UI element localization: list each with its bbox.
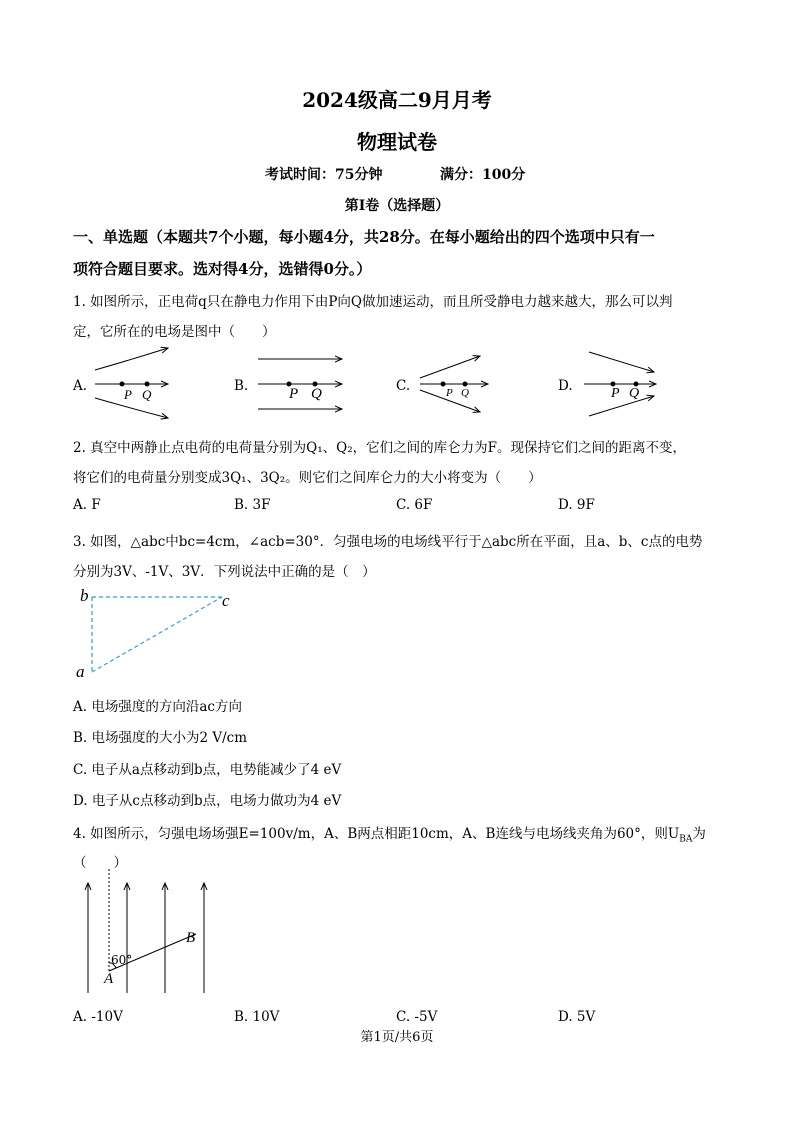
- q1-a-label-p: P: [124, 387, 132, 402]
- q2-option-c: C. 6F: [396, 497, 433, 513]
- subject-title: 物理试卷: [357, 130, 437, 154]
- q3-option-c: C. 电子从a点移动到b点，电势能减少了4 eV: [73, 762, 342, 778]
- volume-title: 第I卷（选择题）: [344, 198, 450, 214]
- q1-d-label-q: Q: [629, 386, 640, 401]
- q4-angle-label: 60°: [111, 953, 133, 967]
- q4-stem-line2: （ ）: [73, 855, 127, 871]
- page-footer: 第1页/共6页: [360, 1030, 434, 1045]
- q4-label-a: A: [104, 971, 114, 987]
- q3-stem-line2: 分别为3V、-1V、3V．下列说法中正确的是（ ）: [73, 564, 376, 580]
- q2-option-d: D. 9F: [558, 497, 595, 513]
- q2-stem-line1: 2. 真空中两静止点电荷的电荷量分别为Q₁、Q₂，它们之间的库仑力为F。现保持它们之间的距离不变，: [73, 440, 686, 456]
- q1-c-label-p: P: [446, 387, 453, 399]
- q4-label-b: B: [186, 930, 196, 946]
- q2-option-a: A. F: [73, 497, 101, 513]
- q1-option-a-label: A.: [73, 378, 88, 394]
- q3-stem-line1: 3. 如图，△abc中bc=4cm，∠acb=30°．匀强电场的电场线平行于△abc所在平面，且a、b、c点的电势: [73, 534, 703, 550]
- q1-option-d-label: D.: [558, 378, 573, 394]
- q2-option-b: B. 3F: [234, 497, 271, 513]
- q3-label-c: c: [222, 591, 230, 610]
- q1-a-label-q: Q: [142, 387, 152, 402]
- q1-c-label-q: Q: [461, 387, 469, 399]
- section-heading-line1: 一、单选题（本题共7个小题，每小题4分，共28分。在每小题给出的四个选项中只有一: [73, 228, 655, 246]
- q3-option-a: A. 电场强度的方向沿ac方向: [73, 699, 242, 715]
- q4-stem-line1: 4. 如图所示，匀强电场场强E=100v/m，A、B两点相距10cm，A、B连线与电场线夹角为60°，则$U_{BA}$为: [73, 826, 706, 845]
- q3-label-b: b: [80, 586, 89, 605]
- exam-title: 2024级高二9月月考: [302, 88, 492, 112]
- q1-stem-line1: 1. 如图所示，正电荷q只在静电力作用下由P向Q做加速运动，而且所受静电力越来越大，那么可以判: [73, 294, 673, 310]
- exam-time: 考试时间：75分钟: [265, 167, 383, 183]
- q2-stem-line2: 将它们的电荷量分别变成3Q₁、3Q₂。则它们之间库仑力的大小将变为（ ）: [73, 470, 542, 486]
- q4-option-b: B. 10V: [234, 1009, 280, 1025]
- q1-d-label-p: P: [611, 386, 620, 401]
- q4-option-d: D. 5V: [558, 1009, 596, 1025]
- q4-option-c: C. -5V: [396, 1009, 438, 1025]
- q1-b-label-q: Q: [311, 386, 322, 402]
- full-score: 满分：100分: [440, 167, 526, 183]
- q4-subscript: BA: [679, 834, 693, 845]
- section-heading-line2: 项符合题目要求。选对得4分，选错得0分。）: [73, 260, 372, 278]
- q1-b-label-p: P: [289, 386, 299, 402]
- q1-option-c-label: C.: [396, 378, 411, 394]
- q1-option-b-label: B.: [234, 378, 249, 394]
- q4-option-a: A. -10V: [73, 1009, 123, 1025]
- q1-stem-line2: 定，它所在的电场是图中（ ）: [73, 324, 276, 340]
- q3-option-b: B. 电场强度的大小为2 V/cm: [73, 730, 248, 746]
- q3-option-d: D. 电子从c点移动到b点，电场力做功为4 eV: [73, 793, 342, 809]
- q3-label-a: a: [76, 662, 85, 681]
